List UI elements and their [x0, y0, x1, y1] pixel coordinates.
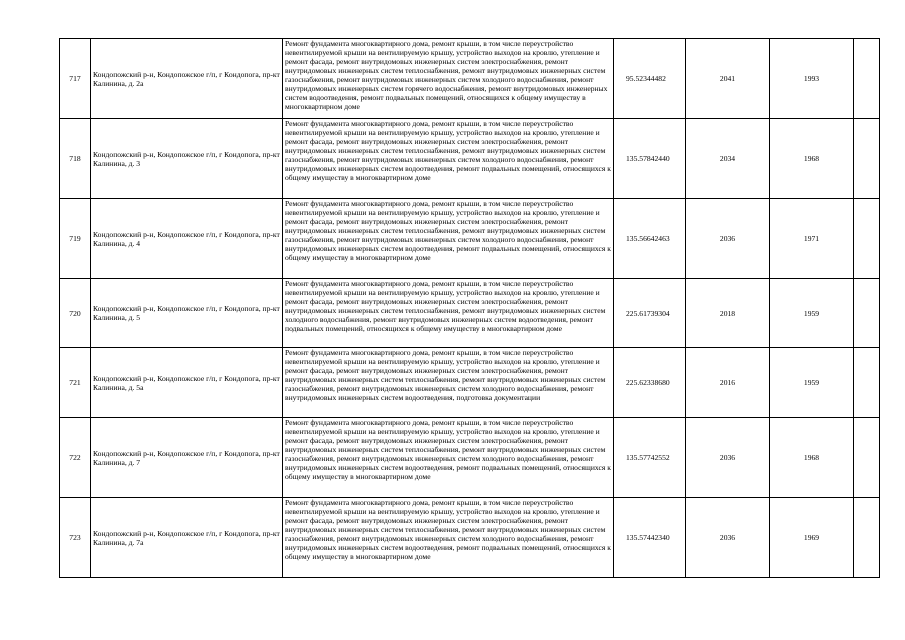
cost-cell: 135.57742552	[614, 418, 686, 498]
row-number: 723	[60, 498, 91, 578]
row-number: 721	[60, 348, 91, 418]
row-number: 720	[60, 279, 91, 348]
address-cell: Кондопожский р-н, Кондопожское г/п, г Кондопога, пр-кт Калинина, д. 7а	[91, 498, 283, 578]
cost-cell: 95.52344482	[614, 39, 686, 119]
address-cell: Кондопожский р-н, Кондопожское г/п, г Кондопога, пр-кт Калинина, д. 7	[91, 418, 283, 498]
table-row	[60, 418, 880, 498]
cost-cell: 225.62338680	[614, 348, 686, 418]
built-year-cell: 1968	[770, 418, 854, 498]
plan-year-cell: 2036	[686, 199, 770, 279]
table-row	[60, 348, 880, 418]
built-year-cell: 1959	[770, 348, 854, 418]
built-year-cell: 1971	[770, 199, 854, 279]
works-cell: Ремонт фундамента многоквартирного дома, ремонт крыши, в том числе переустройство невентилируемой крыши на вентилируемую крышу, устройство выходов на кровлю, утепление и ремонт фасада, ремонт внутридомовых инженерных систем электроснабжения, ремонт внутридомовых инженерных систем теплоснабжения, ремонт внутридомовых инженерных систем газоснабжения, ремонт внутридомовых инженерных систем холодного водоснабжения, ремонт внутридомовых инженерных систем водоотведения, ремонт подвальных помещений, относящихся к общему имуществу в многоквартирном доме	[283, 418, 614, 498]
empty-cell	[854, 498, 880, 578]
cost-cell: 135.57442340	[614, 498, 686, 578]
empty-cell	[854, 348, 880, 418]
built-year-cell: 1968	[770, 119, 854, 199]
cost-cell: 135.56642463	[614, 199, 686, 279]
plan-year-cell: 2016	[686, 348, 770, 418]
table-row	[60, 39, 880, 119]
plan-year-cell: 2041	[686, 39, 770, 119]
row-number: 717	[60, 39, 91, 119]
built-year-cell: 1993	[770, 39, 854, 119]
row-number: 719	[60, 199, 91, 279]
address-cell: Кондопожский р-н, Кондопожское г/п, г Кондопога, пр-кт Калинина, д. 5	[91, 279, 283, 348]
table-row	[60, 279, 880, 348]
works-cell: Ремонт фундамента многоквартирного дома, ремонт крыши, в том числе переустройство невентилируемой крыши на вентилируемую крышу, устройство выходов на кровлю, утепление и ремонт фасада, ремонт внутридомовых инженерных систем электроснабжения, ремонт внутридомовых инженерных систем теплоснабжения, ремонт внутридомовых инженерных систем газоснабжения, ремонт внутридомовых инженерных систем холодного водоснабжения, ремонт внутридомовых инженерных систем водоотведения, ремонт подвальных помещений, относящихся к общему имуществу в многоквартирном доме	[283, 119, 614, 199]
address-cell: Кондопожский р-н, Кондопожское г/п, г Кондопога, пр-кт Калинина, д. 3	[91, 119, 283, 199]
plan-year-cell: 2036	[686, 498, 770, 578]
row-number: 718	[60, 119, 91, 199]
address-cell: Кондопожский р-н, Кондопожское г/п, г Кондопога, пр-кт Калинина, д. 2а	[91, 39, 283, 119]
works-cell: Ремонт фундамента многоквартирного дома, ремонт крыши, в том числе переустройство невентилируемой крыши на вентилируемую крышу, устройство выходов на кровлю, утепление и ремонт фасада, ремонт внутридомовых инженерных систем электроснабжения, ремонт внутридомовых инженерных систем теплоснабжения, ремонт внутридомовых инженерных систем газоснабжения, ремонт внутридомовых инженерных систем холодного водоснабжения, ремонт внутридомовых инженерных систем водоотведения, ремонт подвальных помещений, относящихся к общему имуществу в многоквартирном доме	[283, 498, 614, 578]
empty-cell	[854, 279, 880, 348]
cost-cell: 135.57842440	[614, 119, 686, 199]
cost-cell: 225.61739304	[614, 279, 686, 348]
plan-year-cell: 2036	[686, 418, 770, 498]
table-row	[60, 199, 880, 279]
works-cell: Ремонт фундамента многоквартирного дома, ремонт крыши, в том числе переустройство невентилируемой крыши на вентилируемую крышу, устройство выходов на кровлю, утепление и ремонт фасада, ремонт внутридомовых инженерных систем электроснабжения, ремонт внутридомовых инженерных систем теплоснабжения, ремонт внутридомовых инженерных систем газоснабжения, ремонт внутридомовых инженерных систем холодного водоснабжения, ремонт внутридомовых инженерных систем водоотведения, ремонт подвальных помещений, относящихся к общему имуществу в многоквартирном доме	[283, 199, 614, 279]
works-cell: Ремонт фундамента многоквартирного дома, ремонт крыши, в том числе переустройство невентилируемой крыши на вентилируемую крышу, устройство выходов на кровлю, утепление и ремонт фасада, ремонт внутридомовых инженерных систем электроснабжения, ремонт внутридомовых инженерных систем теплоснабжения, ремонт внутридомовых инженерных систем газоснабжения, ремонт внутридомовых инженерных систем холодного водоснабжения, ремонт внутридомовых инженерных систем горячего водоснабжения, ремонт внутридомовых инженерных систем водоотведения, ремонт подвальных помещений, относящихся к общему имуществу в многоквартирном доме	[283, 39, 614, 119]
works-cell: Ремонт фундамента многоквартирного дома, ремонт крыши, в том числе переустройство невентилируемой крыши на вентилируемую крышу, устройство выходов на кровлю, утепление и ремонт фасада, ремонт внутридомовых инженерных систем электроснабжения, ремонт внутридомовых инженерных систем теплоснабжения, ремонт внутридомовых инженерных систем холодного водоснабжения, ремонт внутридомовых инженерных систем водоотведения, ремонт подвальных помещений, относящихся к общему имуществу в многоквартирном доме	[283, 279, 614, 348]
repair-plan-table	[59, 38, 880, 578]
empty-cell	[854, 199, 880, 279]
empty-cell	[854, 39, 880, 119]
plan-year-cell: 2034	[686, 119, 770, 199]
row-number: 722	[60, 418, 91, 498]
table-row	[60, 498, 880, 578]
empty-cell	[854, 418, 880, 498]
built-year-cell: 1959	[770, 279, 854, 348]
address-cell: Кондопожский р-н, Кондопожское г/п, г Кондопога, пр-кт Калинина, д. 4	[91, 199, 283, 279]
plan-year-cell: 2018	[686, 279, 770, 348]
built-year-cell: 1969	[770, 498, 854, 578]
works-cell: Ремонт фундамента многоквартирного дома, ремонт крыши, в том числе переустройство невентилируемой крыши на вентилируемую крышу, устройство выходов на кровлю, утепление и ремонт фасада, ремонт внутридомовых инженерных систем электроснабжения, ремонт внутридомовых инженерных систем теплоснабжения, ремонт внутридомовых инженерных систем газоснабжения, ремонт внутридомовых инженерных систем холодного водоснабжения, ремонт внутридомовых инженерных систем водоотведения, подготовка документации	[283, 348, 614, 418]
empty-cell	[854, 119, 880, 199]
table-row	[60, 119, 880, 199]
address-cell: Кондопожский р-н, Кондопожское г/п, г Кондопога, пр-кт Калинина, д. 5а	[91, 348, 283, 418]
